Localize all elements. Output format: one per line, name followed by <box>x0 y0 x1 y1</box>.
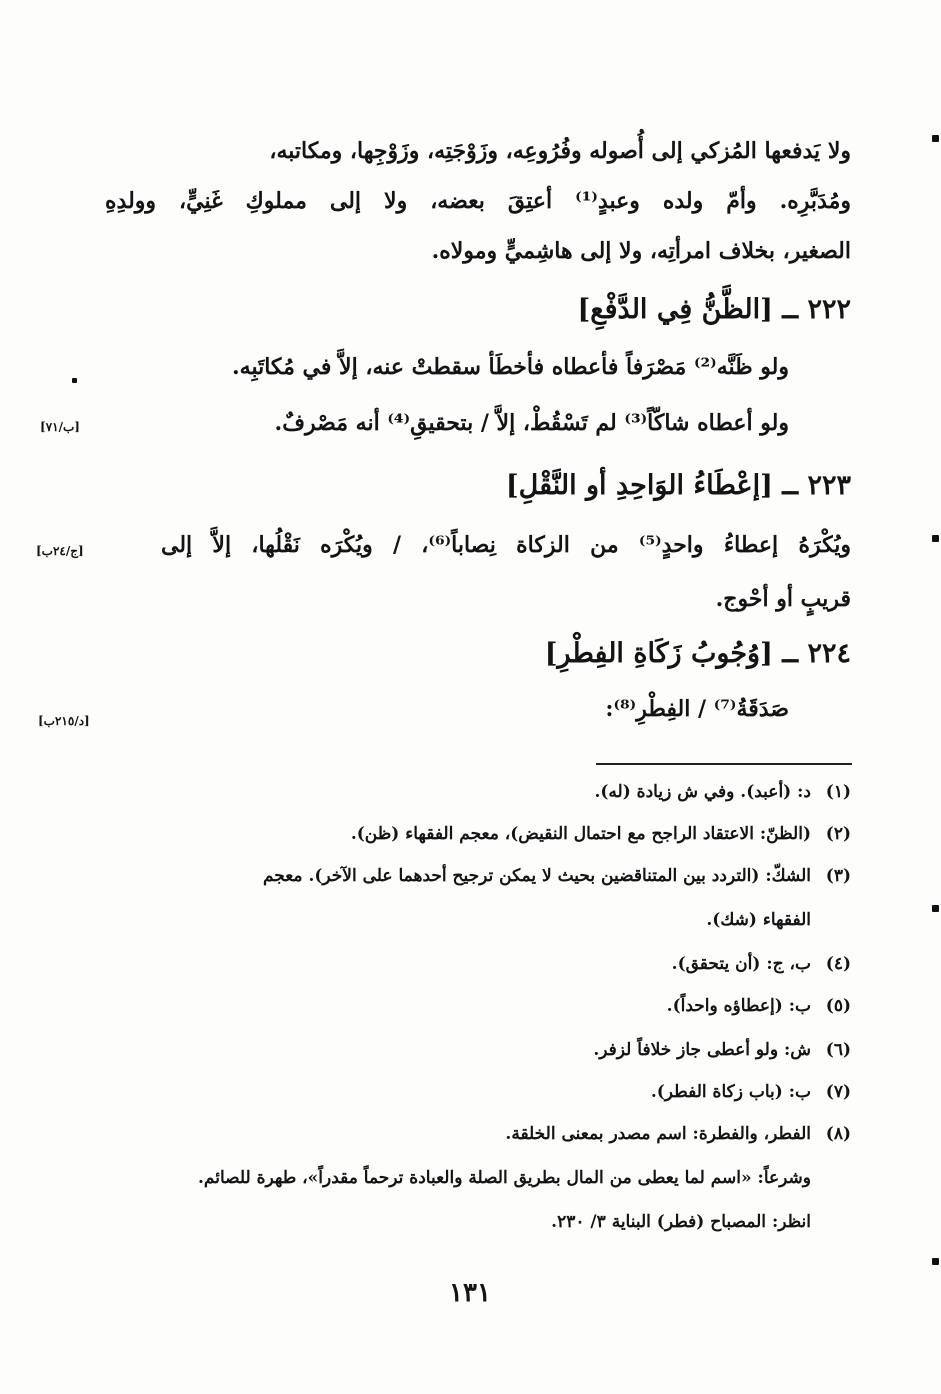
footnote-number: (٧) <box>825 1082 851 1102</box>
paragraph-1-line-2: ومُدَبَّرِه. وأمّ ولده وعبدٍ⁽¹⁾ أعتِقَ بعضه، ولا إلى مملوكِ غَنِيٍّ، وولدِهِ <box>105 188 851 214</box>
scan-mark <box>72 378 77 383</box>
paragraph-1-line-1: ولا يَدفعها المُزكي إلى أُصوله وفُرُوعِه، وزَوْجَتِه، وزَوْجِها، ومكاتبه، <box>269 138 851 164</box>
footnote-text: ش: ولو أعطى جاز خلافاً لزفر. <box>593 1040 811 1060</box>
footnote-3-continuation: الفقهاء (شك). <box>706 910 811 930</box>
footnote-number: (٣) <box>825 866 851 886</box>
footnote-number: (٥) <box>825 996 851 1016</box>
scan-mark <box>932 905 939 912</box>
section-222-line-1: ولو ظَنَّه⁽²⁾ مَصْرَفاً فأعطاه فأخطَأ سقطتْ عنه، إلاَّ في مُكاتَبِه. <box>232 354 789 380</box>
footnote-number: (٦) <box>825 1040 851 1060</box>
footnote-3 <box>263 866 851 886</box>
footnote-5 <box>667 996 851 1016</box>
footnote-text: د: (أعبد). وفي ش زيادة (له). <box>594 782 811 802</box>
footnote-number: (٨) <box>825 1124 851 1144</box>
footnote-number: (٢) <box>825 824 851 844</box>
section-223-heading: ٢٢٣ ــ [إعْطَاءُ الوَاحِدِ أو النَّقْلِ] <box>505 470 851 501</box>
footnote-text: ب: (إعطاؤه واحداً). <box>666 996 811 1016</box>
footnote-number: (٤) <box>825 954 851 974</box>
sidenote-ms-j-24b: [ج/٢٤ب] <box>36 544 84 558</box>
footnote-text: الفطر، والفطرة: اسم مصدر بمعنى الخلقة. <box>505 1124 811 1144</box>
footnote-8-definition: وشرعاً: «اسم لما يعطى من المال بطريق الصلة والعبادة ترحماً مقدراً»، طهرة للصائم. <box>197 1168 811 1188</box>
section-224-heading: ٢٢٤ ــ [وُجُوبُ زَكَاةِ الفِطْرِ] <box>544 638 851 669</box>
footnote-text: الشكّ: (التردد بين المتناقضين بحيث لا يمكن ترجيح أحدهما على الآخر). معجم <box>262 866 811 886</box>
footnote-separator <box>596 763 852 765</box>
footnote-8-reference: انظر: المصباح (فطر) البناية ٣/ ٢٣٠. <box>551 1212 811 1232</box>
scan-mark <box>932 1258 939 1265</box>
section-223-line-1: ويُكْرَهُ إعطاءُ واحدٍ⁽⁵⁾ من الزكاة نِصاباً⁽⁶⁾، / ويُكْرَه نَقْلُها، إلاَّ إلى <box>161 532 852 558</box>
paragraph-1-line-3: الصغير، بخلاف امرأتِه، ولا إلى هاشِميٍّ ومولاه. <box>431 238 851 264</box>
section-222-line-2: ولو أعطاه شاكّاً⁽³⁾ لم تَسْقُطْ، إلاَّ / بتحقيقِ⁽⁴⁾ أنه مَصْرفٌ. <box>274 410 789 436</box>
footnote-text: ب: (باب زكاة الفطر). <box>650 1082 811 1102</box>
sidenote-ms-b-71: [ب/٧١] <box>40 420 80 434</box>
section-224-line-1: صَدَقَةُ⁽⁷⁾ / الفِطْرِ⁽⁸⁾: <box>605 696 789 722</box>
section-223-line-2: قريبٍ أو أحْوج. <box>715 586 851 612</box>
footnote-1 <box>594 782 851 802</box>
footnote-text: (الظنّ: الاعتقاد الراجح مع احتمال النقيض)، معجم الفقهاء (ظن). <box>350 824 811 844</box>
sidenote-ms-d-215b: [د/٢١٥ب] <box>38 714 90 728</box>
footnote-2 <box>351 824 851 844</box>
footnote-6 <box>593 1040 851 1060</box>
footnote-4 <box>672 954 851 974</box>
footnote-number: (١) <box>825 782 851 802</box>
footnote-7 <box>651 1082 851 1102</box>
scan-mark <box>932 135 939 142</box>
scan-mark <box>932 535 939 542</box>
page-number: ١٣١ <box>449 1278 491 1308</box>
section-222-heading: ٢٢٢ ــ [الظَّنُّ فِي الدَّفْعِ] <box>577 294 851 325</box>
footnote-text: ب، ج: (أن يتحقق). <box>671 954 811 974</box>
footnote-8 <box>505 1124 851 1144</box>
